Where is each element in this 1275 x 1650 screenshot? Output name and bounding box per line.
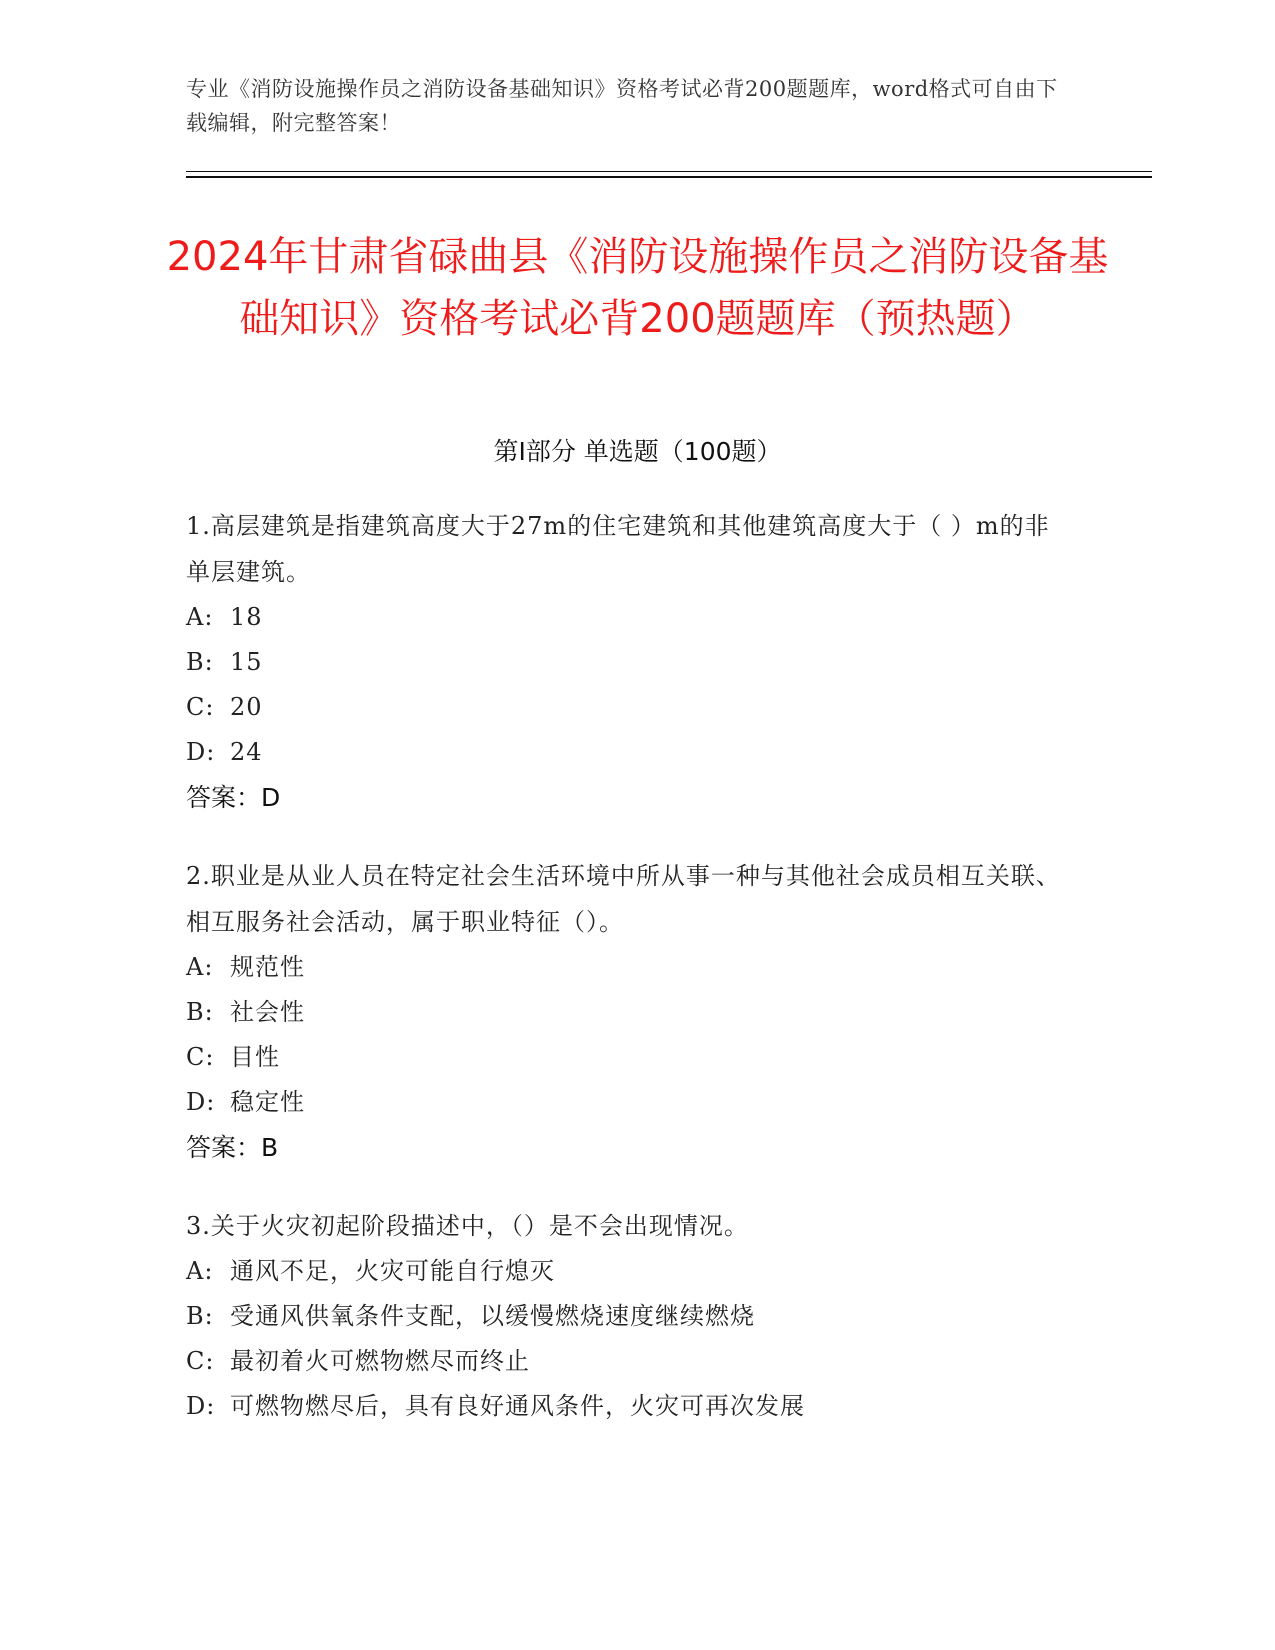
option-letter: C:	[186, 693, 215, 721]
option-d	[186, 1080, 1066, 1125]
option-letter: B:	[186, 648, 214, 676]
option-letter: D:	[186, 1392, 216, 1420]
option-a	[186, 595, 1066, 640]
document-title: 2024年甘肃省碌曲县《消防设施操作员之消防设备基础知识》资格考试必背200题题库（预热题）	[166, 234, 1109, 342]
answer-line: 答案：B	[186, 1133, 279, 1162]
option-letter: A:	[186, 603, 214, 631]
option-text: 受通风供氧条件支配，以缓慢燃烧速度继续燃烧	[230, 1302, 755, 1330]
option-text: 24	[230, 738, 263, 766]
question-2	[186, 853, 1066, 1170]
question-stem: 1.高层建筑是指建筑高度大于27m的住宅建筑和其他建筑高度大于（ ）m的非单层建筑。	[186, 512, 1050, 586]
option-b	[186, 640, 1066, 685]
option-letter: C:	[186, 1043, 215, 1071]
option-b	[186, 1294, 1066, 1339]
option-text: 18	[230, 603, 263, 631]
option-text: 稳定性	[230, 1088, 305, 1116]
option-d	[186, 1384, 1066, 1429]
question-stem: 3.关于火灾初起阶段描述中，（）是不会出现情况。	[186, 1212, 749, 1240]
option-text: 社会性	[230, 998, 305, 1026]
question-stem: 2.职业是从业人员在特定社会生活环境中所从事一种与其他社会成员相互关联、相互服务社会活动，属于职业特征（）。	[186, 862, 1061, 936]
section-title: 第Ⅰ部分 单选题（100题）	[493, 437, 782, 466]
option-letter: A:	[186, 1257, 214, 1285]
question-1	[186, 503, 1066, 820]
option-text: 通风不足，火灾可能自行熄灭	[230, 1257, 555, 1285]
option-d	[186, 730, 1066, 775]
option-b	[186, 990, 1066, 1035]
option-letter: D:	[186, 1088, 216, 1116]
option-letter: C:	[186, 1347, 215, 1375]
header-divider-thick	[186, 176, 1152, 178]
option-a	[186, 945, 1066, 990]
option-c	[186, 1035, 1066, 1080]
option-letter: B:	[186, 1302, 214, 1330]
option-text: 目性	[230, 1043, 280, 1071]
option-text: 可燃物燃尽后，具有良好通风条件，火灾可再次发展	[230, 1392, 805, 1420]
option-a	[186, 1249, 1066, 1294]
option-text: 规范性	[230, 953, 305, 981]
answer-line: 答案：D	[186, 783, 281, 812]
option-letter: D:	[186, 738, 216, 766]
option-text: 最初着火可燃物燃尽而终止	[230, 1347, 530, 1375]
header-divider-thin	[186, 171, 1152, 172]
option-text: 20	[230, 693, 263, 721]
option-letter: A:	[186, 953, 214, 981]
option-c	[186, 1339, 1066, 1384]
header-note: 专业《消防设施操作员之消防设备基础知识》资格考试必背200题题库，word格式可自由下载编辑，附完整答案！	[186, 77, 1058, 135]
option-letter: B:	[186, 998, 214, 1026]
option-c	[186, 685, 1066, 730]
option-text: 15	[230, 648, 263, 676]
question-3	[186, 1203, 1066, 1429]
